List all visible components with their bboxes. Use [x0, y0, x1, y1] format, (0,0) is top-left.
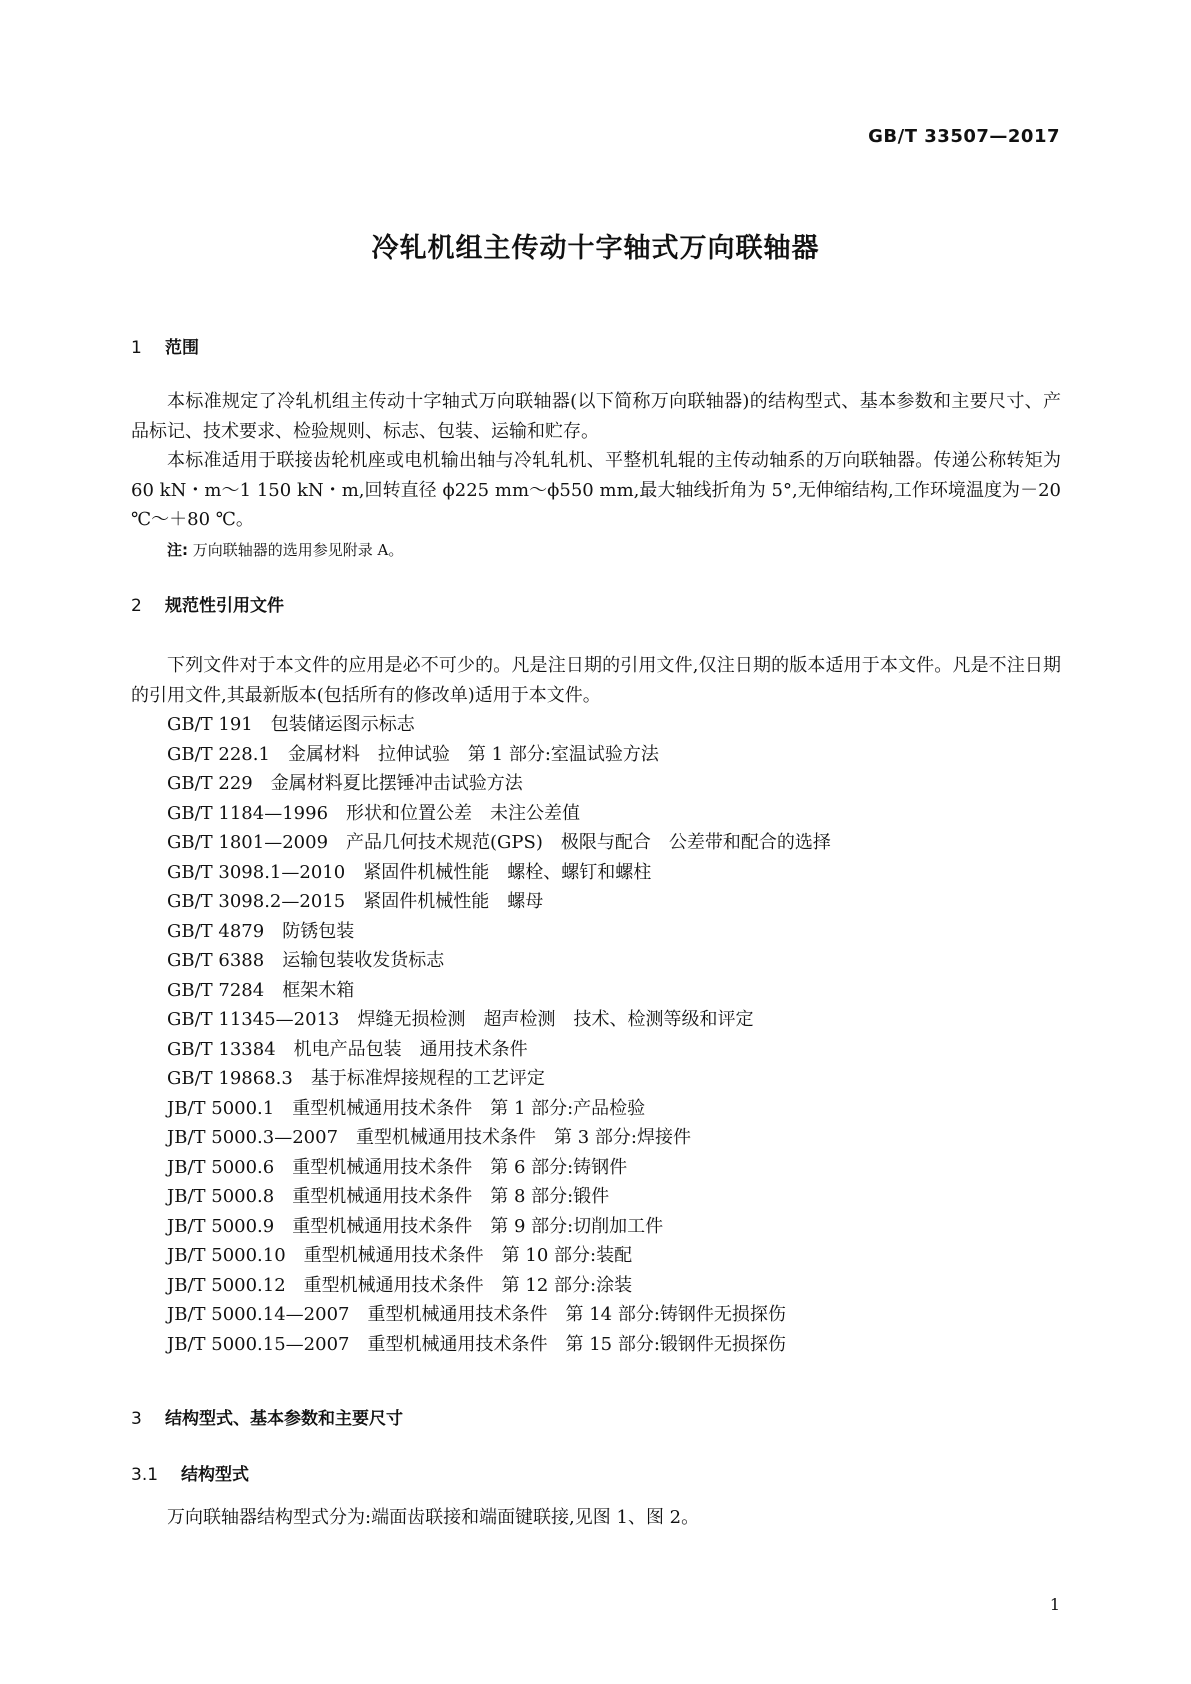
- section-1-paragraph-1: 本标准规定了冷轧机组主传动十字轴式万向联轴器(以下简称万向联轴器)的结构型式、基本参数和主要尺寸、产品标记、技术要求、检验规则、标志、包装、运输和贮存。: [131, 391, 1061, 442]
- reference-code: JB/T 5000.8: [167, 1186, 275, 1207]
- reference-code: GB/T 11345—2013: [167, 1009, 340, 1030]
- reference-item: [167, 769, 831, 799]
- reference-title: 重型机械通用技术条件 第 3 部分:焊接件: [356, 1127, 691, 1148]
- reference-item: [167, 1182, 831, 1212]
- reference-title: 形状和位置公差 未注公差值: [346, 802, 581, 824]
- reference-item: [167, 1241, 831, 1271]
- subsection-number: 3.1: [131, 1465, 159, 1485]
- reference-title: 金属材料夏比摆锤冲击试验方法: [270, 773, 523, 794]
- reference-item: [167, 1271, 831, 1301]
- reference-title: 焊缝无损检测 超声检测 技术、检测等级和评定: [357, 1009, 754, 1030]
- reference-title: 框架木箱: [282, 979, 355, 1001]
- reference-code: GB/T 3098.2—2015: [167, 891, 346, 912]
- reference-item: [167, 1300, 831, 1330]
- reference-code: JB/T 5000.14—2007: [167, 1304, 350, 1325]
- reference-title: 紧固件机械性能 螺母: [363, 891, 544, 912]
- reference-code: GB/T 1184—1996: [167, 802, 329, 824]
- reference-title: 重型机械通用技术条件 第 14 部分:铸钢件无损探伤: [367, 1304, 786, 1325]
- reference-title: 重型机械通用技术条件 第 10 部分:装配: [303, 1245, 633, 1266]
- reference-item: [167, 828, 831, 858]
- reference-code: GB/T 19868.3: [167, 1068, 293, 1089]
- section-3-heading: [131, 1404, 403, 1429]
- reference-item: [167, 946, 831, 976]
- section-title: 规范性引用文件: [165, 596, 284, 616]
- reference-code: JB/T 5000.10: [167, 1245, 286, 1266]
- section-3-1-paragraph: 万向联轴器结构型式分为:端面齿联接和端面键联接,见图 1、图 2。: [167, 1507, 700, 1528]
- section-2-intro: 下列文件对于本文件的应用是必不可少的。凡是注日期的引用文件,仅注日期的版本适用于本文件。凡是不注日期的引用文件,其最新版本(包括所有的修改单)适用于本文件。: [131, 655, 1061, 706]
- reference-item: [167, 887, 831, 917]
- reference-title: 紧固件机械性能 螺栓、螺钉和螺柱: [363, 861, 652, 883]
- reference-item: [167, 1094, 831, 1124]
- reference-code: GB/T 6388: [167, 950, 265, 971]
- reference-item: [167, 1153, 831, 1183]
- reference-item: [167, 1005, 831, 1035]
- section-1-heading: [131, 333, 199, 358]
- reference-title: 包装储运图示标志: [270, 714, 415, 735]
- reference-code: GB/T 1801—2009: [167, 832, 329, 853]
- document-title: 冷轧机组主传动十字轴式万向联轴器: [371, 233, 820, 264]
- section-number: 2: [131, 596, 142, 616]
- section-1-paragraph-2: 本标准适用于联接齿轮机座或电机输出轴与冷轧轧机、平整机轧辊的主传动轴系的万向联轴器。传递公称转矩为 60 kN・m～1 150 kN・m,回转直径 ϕ225 mm～ϕ550 mm,最大轴线折角为 5°,无伸缩结构,工作环境温度为－20 ℃～＋80 ℃。: [131, 450, 1061, 530]
- reference-item: [167, 1123, 831, 1153]
- reference-item: [167, 858, 831, 888]
- section-2-heading: [131, 591, 284, 616]
- reference-code: GB/T 3098.1—2010: [167, 861, 346, 883]
- note-label: 注:: [167, 541, 188, 559]
- normative-references-list: [167, 710, 831, 1359]
- reference-title: 金属材料 拉伸试验 第 1 部分:室温试验方法: [287, 743, 659, 765]
- reference-title: 重型机械通用技术条件 第 8 部分:锻件: [292, 1186, 610, 1207]
- reference-title: 重型机械通用技术条件 第 12 部分:涂装: [303, 1274, 633, 1296]
- reference-item: [167, 710, 831, 740]
- standard-code: GB/T 33507—2017: [868, 126, 1060, 147]
- reference-item: [167, 1330, 831, 1360]
- section-3-1-heading: [131, 1460, 249, 1485]
- reference-code: GB/T 228.1: [167, 743, 270, 765]
- subsection-title: 结构型式: [181, 1465, 249, 1485]
- reference-item: [167, 1064, 831, 1094]
- section-title: 结构型式、基本参数和主要尺寸: [165, 1409, 403, 1429]
- reference-item: [167, 1212, 831, 1242]
- reference-title: 运输包装收发货标志: [282, 950, 445, 971]
- section-1-note: [167, 539, 403, 560]
- reference-title: 重型机械通用技术条件 第 15 部分:锻钢件无损探伤: [367, 1333, 786, 1355]
- reference-title: 产品几何技术规范(GPS) 极限与配合 公差带和配合的选择: [346, 832, 831, 853]
- reference-code: JB/T 5000.9: [167, 1215, 275, 1237]
- reference-code: GB/T 4879: [167, 920, 265, 942]
- reference-item: [167, 917, 831, 947]
- reference-title: 重型机械通用技术条件 第 6 部分:铸钢件: [292, 1156, 628, 1178]
- reference-code: GB/T 7284: [167, 979, 265, 1001]
- reference-item: [167, 740, 831, 770]
- reference-code: GB/T 229: [167, 773, 253, 794]
- reference-title: 防锈包装: [282, 920, 355, 942]
- reference-title: 机电产品包装 通用技术条件: [293, 1038, 528, 1060]
- reference-item: [167, 799, 831, 829]
- reference-code: GB/T 191: [167, 714, 253, 735]
- reference-item: [167, 976, 831, 1006]
- reference-code: JB/T 5000.12: [167, 1274, 286, 1296]
- reference-title: 基于标准焊接规程的工艺评定: [310, 1068, 545, 1089]
- reference-code: JB/T 5000.1: [167, 1097, 275, 1119]
- section-number: 3: [131, 1409, 142, 1429]
- section-title: 范围: [165, 338, 199, 358]
- reference-title: 重型机械通用技术条件 第 1 部分:产品检验: [292, 1097, 646, 1119]
- reference-code: JB/T 5000.15—2007: [167, 1333, 350, 1355]
- reference-code: GB/T 13384: [167, 1038, 276, 1060]
- note-text: 万向联轴器的选用参见附录 A。: [192, 541, 404, 559]
- reference-code: JB/T 5000.3—2007: [167, 1127, 339, 1148]
- reference-code: JB/T 5000.6: [167, 1156, 275, 1178]
- section-number: 1: [131, 338, 142, 358]
- reference-title: 重型机械通用技术条件 第 9 部分:切削加工件: [292, 1215, 664, 1237]
- reference-item: [167, 1035, 831, 1065]
- page-number: 1: [1049, 1595, 1060, 1614]
